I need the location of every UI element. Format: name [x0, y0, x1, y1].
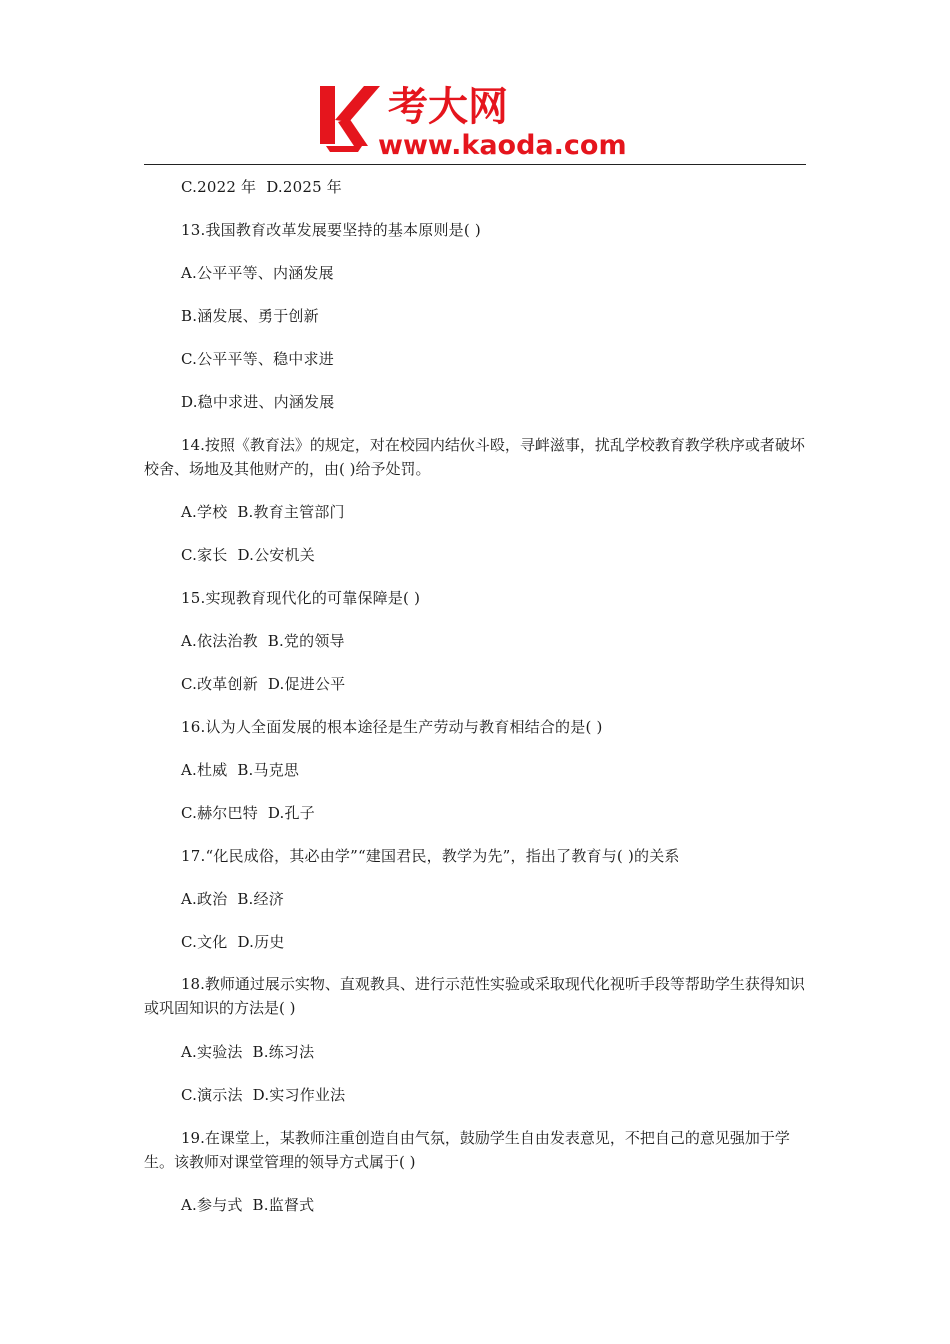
q17-options-ab: A.政治 B.经济: [181, 890, 284, 908]
q18-options-cd: C.演示法 D.实习作业法: [181, 1086, 346, 1104]
q13-option-b: B.涵发展、勇于创新: [181, 307, 319, 325]
q17-question: 17.“化民成俗，其必由学”“建国君民，教学为先”，指出了教育与( )的关系: [181, 847, 680, 865]
logo-k-mark: [320, 86, 380, 152]
q14-options-ab: A.学校 B.教育主管部门: [181, 503, 345, 521]
q15-options-cd: C.改革创新 D.促进公平: [181, 675, 346, 693]
logo-url: www.kaoda.com: [378, 130, 627, 158]
q13-option-c: C.公平平等、稳中求进: [181, 350, 334, 368]
q19-options-ab: A.参与式 B.监督式: [181, 1196, 315, 1214]
logo-title: 考大网: [388, 84, 508, 130]
q13-option-a: A.公平平等、内涵发展: [181, 264, 334, 282]
q17-options-cd: C.文化 D.历史: [181, 933, 285, 951]
kaoda-logo: [318, 82, 640, 158]
q13-question: 13.我国教育改革发展要坚持的基本原则是( ): [181, 221, 481, 239]
q14-question: 14.按照《教育法》的规定，对在校园内结伙斗殴，寻衅滋事，扰乱学校教育教学秩序或者破坏校舍、场地及其他财产的，由( )给予处罚。: [144, 436, 805, 478]
q12-options-cd: C.2022 年 D.2025 年: [181, 178, 342, 196]
q16-options-ab: A.杜威 B.马克思: [181, 761, 300, 779]
q18-question: 18.教师通过展示实物、直观教具、进行示范性实验或采取现代化视听手段等帮助学生获得知识或巩固知识的方法是( ): [144, 975, 805, 1017]
header-divider: [144, 164, 806, 165]
logo-graphic: [318, 82, 640, 158]
q15-options-ab: A.依法治教 B.党的领导: [181, 632, 345, 650]
q19-question: 19.在课堂上，某教师注重创造自由气氛，鼓励学生自由发表意见，不把自己的意见强加于学生。该教师对课堂管理的领导方式属于( ): [144, 1129, 790, 1171]
q14-options-cd: C.家长 D.公安机关: [181, 546, 315, 564]
q15-question: 15.实现教育现代化的可靠保障是( ): [181, 589, 421, 607]
q16-options-cd: C.赫尔巴特 D.孔子: [181, 804, 315, 822]
q16-question: 16.认为人全面发展的根本途径是生产劳动与教育相结合的是( ): [181, 718, 603, 736]
q13-option-d: D.稳中求进、内涵发展: [181, 393, 335, 411]
q18-options-ab: A.实验法 B.练习法: [181, 1043, 315, 1061]
